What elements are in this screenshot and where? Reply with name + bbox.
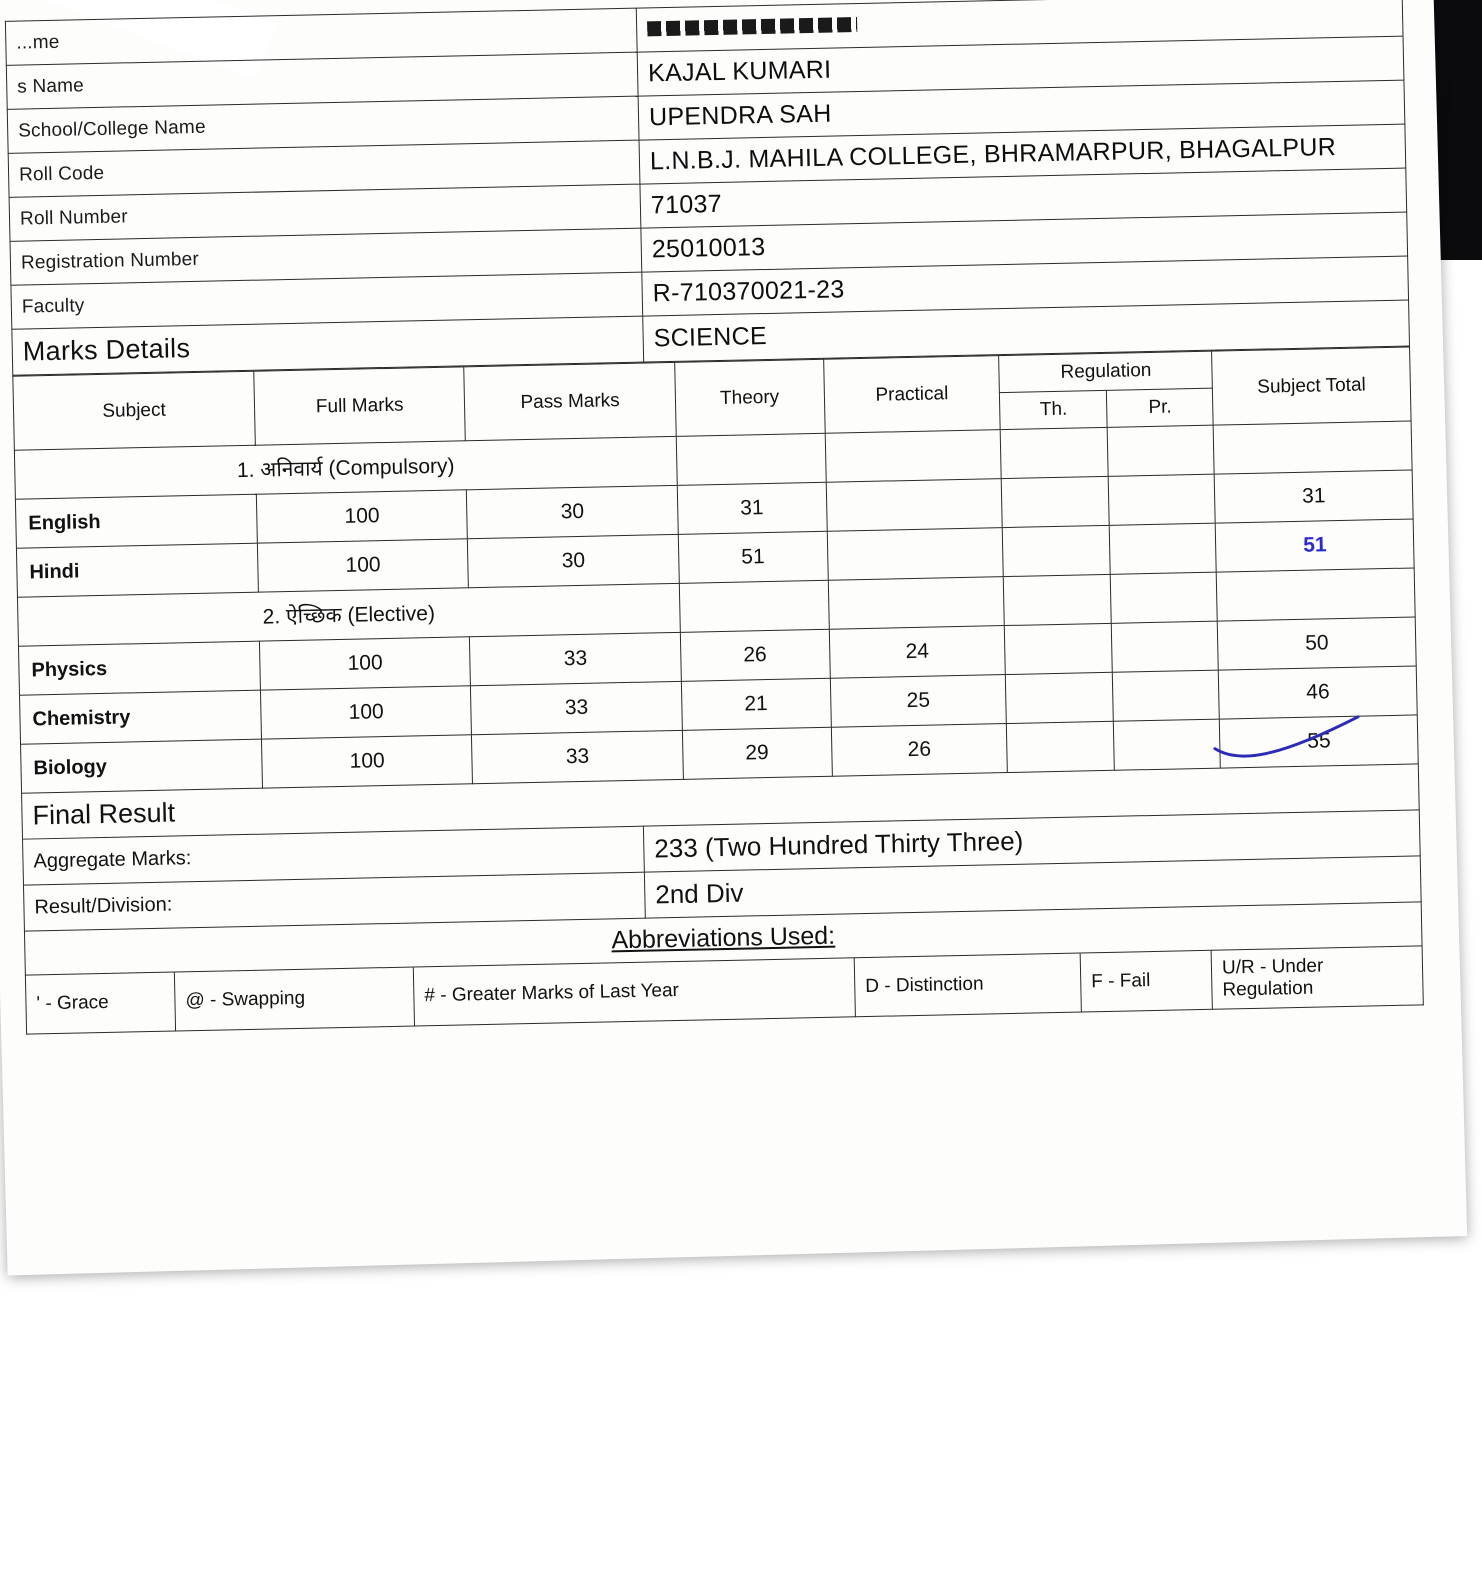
pass-marks: 30 (467, 485, 678, 538)
marks-details-heading: Marks Details (12, 316, 644, 375)
header-regulation-practical: Pr. (1107, 388, 1214, 427)
student-info-table (5, 0, 1410, 376)
pass-marks: 33 (471, 681, 682, 734)
college-name-value: L.N.B.J. MAHILA COLLEGE, BHRAMARPUR, BHAGALPUR (639, 124, 1406, 184)
group-spacer (1001, 427, 1109, 478)
info-label: Registration Number (10, 228, 642, 285)
practical-marks: 26 (831, 724, 1008, 777)
theory-marks: 21 (681, 678, 831, 730)
redaction-bar (647, 11, 857, 37)
info-label: Faculty (11, 272, 643, 329)
header-regulation-theory: Th. (1000, 390, 1108, 429)
group-spacer (828, 577, 1005, 630)
full-marks: 100 (256, 490, 467, 543)
subject-total: 50 (1218, 617, 1417, 670)
info-label: School/College Name (7, 96, 639, 153)
full-marks: 100 (262, 735, 473, 788)
info-label: ...me (5, 8, 637, 65)
regulation-practical (1113, 670, 1220, 721)
marks-details-table (12, 347, 1418, 794)
subject-name: Biology (21, 739, 263, 793)
abbr-distinction: D - Distinction (854, 953, 1081, 1017)
group-spacer (679, 580, 829, 632)
regulation-practical (1108, 474, 1215, 525)
father-name-value: UPENDRA SAH (638, 80, 1405, 140)
theory-marks: 29 (682, 727, 832, 779)
aggregate-marks-value: 233 (Two Hundred Thirty Three) (643, 810, 1420, 872)
regulation-practical (1109, 523, 1216, 574)
abbr-grace: ' - Grace (25, 972, 175, 1034)
group-heading-compulsory: 1. अनिवार्य (Compulsory) (14, 436, 677, 499)
practical-marks (826, 479, 1003, 532)
header-subject-total: Subject Total (1212, 347, 1411, 425)
marksheet-document (5, 0, 1424, 1035)
subject-name: Chemistry (20, 690, 262, 744)
group-spacer (1004, 574, 1112, 625)
regulation-theory (1007, 721, 1115, 772)
final-result-heading: Final Result (22, 764, 1420, 839)
student-name-value: KAJAL KUMARI (637, 36, 1404, 96)
subject-total: 31 (1215, 470, 1414, 523)
roll-code-value: 71037 (640, 168, 1407, 228)
faculty-value: SCIENCE (643, 300, 1410, 362)
header-practical: Practical (823, 356, 1000, 434)
subject-total (1216, 519, 1415, 572)
pass-marks: 33 (472, 730, 683, 783)
practical-marks: 25 (830, 675, 1007, 728)
aggregate-marks-label: Aggregate Marks: (23, 826, 645, 885)
regulation-theory (1006, 672, 1114, 723)
theory-marks: 51 (678, 531, 828, 583)
abbr-greater-marks: # - Greater Marks of Last Year (413, 958, 855, 1026)
regulation-theory (1003, 525, 1111, 576)
pass-marks: 30 (468, 534, 679, 587)
subject-total: 46 (1219, 666, 1418, 719)
group-heading-elective: 2. ऐच्छिक (Elective) (17, 583, 680, 646)
roll-number-value: 25010013 (641, 212, 1408, 272)
theory-marks: 26 (680, 629, 830, 681)
practical-marks (827, 528, 1004, 581)
full-marks: 100 (259, 637, 470, 690)
header-regulation: Regulation (999, 351, 1213, 392)
header-subject: Subject (13, 371, 256, 450)
group-spacer (1110, 572, 1217, 623)
header-full-marks: Full Marks (254, 367, 466, 445)
info-label: s Name (6, 52, 638, 109)
regulation-practical (1112, 621, 1219, 672)
info-label: Roll Number (9, 184, 641, 241)
subject-name: Hindi (16, 543, 258, 597)
practical-marks: 24 (829, 626, 1006, 679)
group-spacer (1107, 425, 1214, 476)
info-label: Roll Code (8, 140, 640, 197)
subject-total: 55 (1220, 715, 1419, 768)
group-spacer (825, 430, 1002, 483)
abbr-under-regulation: U/R - Under Regulation (1211, 946, 1423, 1009)
regulation-theory (1005, 623, 1113, 674)
regulation-practical (1114, 719, 1221, 770)
pass-marks: 33 (470, 632, 681, 685)
abbr-fail: F - Fail (1080, 950, 1212, 1012)
abbr-swapping: @ - Swapping (174, 967, 414, 1031)
subject-name: English (15, 494, 257, 548)
regulation-theory (1002, 476, 1110, 527)
group-spacer (1217, 568, 1416, 621)
full-marks: 100 (260, 686, 471, 739)
group-spacer (676, 433, 826, 485)
header-pass-marks: Pass Marks (464, 362, 676, 440)
header-theory: Theory (674, 359, 824, 436)
registration-number-value: R-710370021-23 (642, 256, 1409, 316)
group-spacer (1214, 421, 1413, 474)
result-division-label: Result/Division: (23, 872, 645, 931)
subject-total-marked: 51 (1302, 533, 1327, 557)
final-result-table (21, 764, 1422, 974)
abbreviations-heading: Abbreviations Used: (24, 902, 1422, 975)
subject-name: Physics (18, 641, 260, 695)
full-marks: 100 (257, 539, 468, 592)
result-division-value: 2nd Div (644, 856, 1421, 918)
theory-marks: 31 (677, 482, 827, 534)
